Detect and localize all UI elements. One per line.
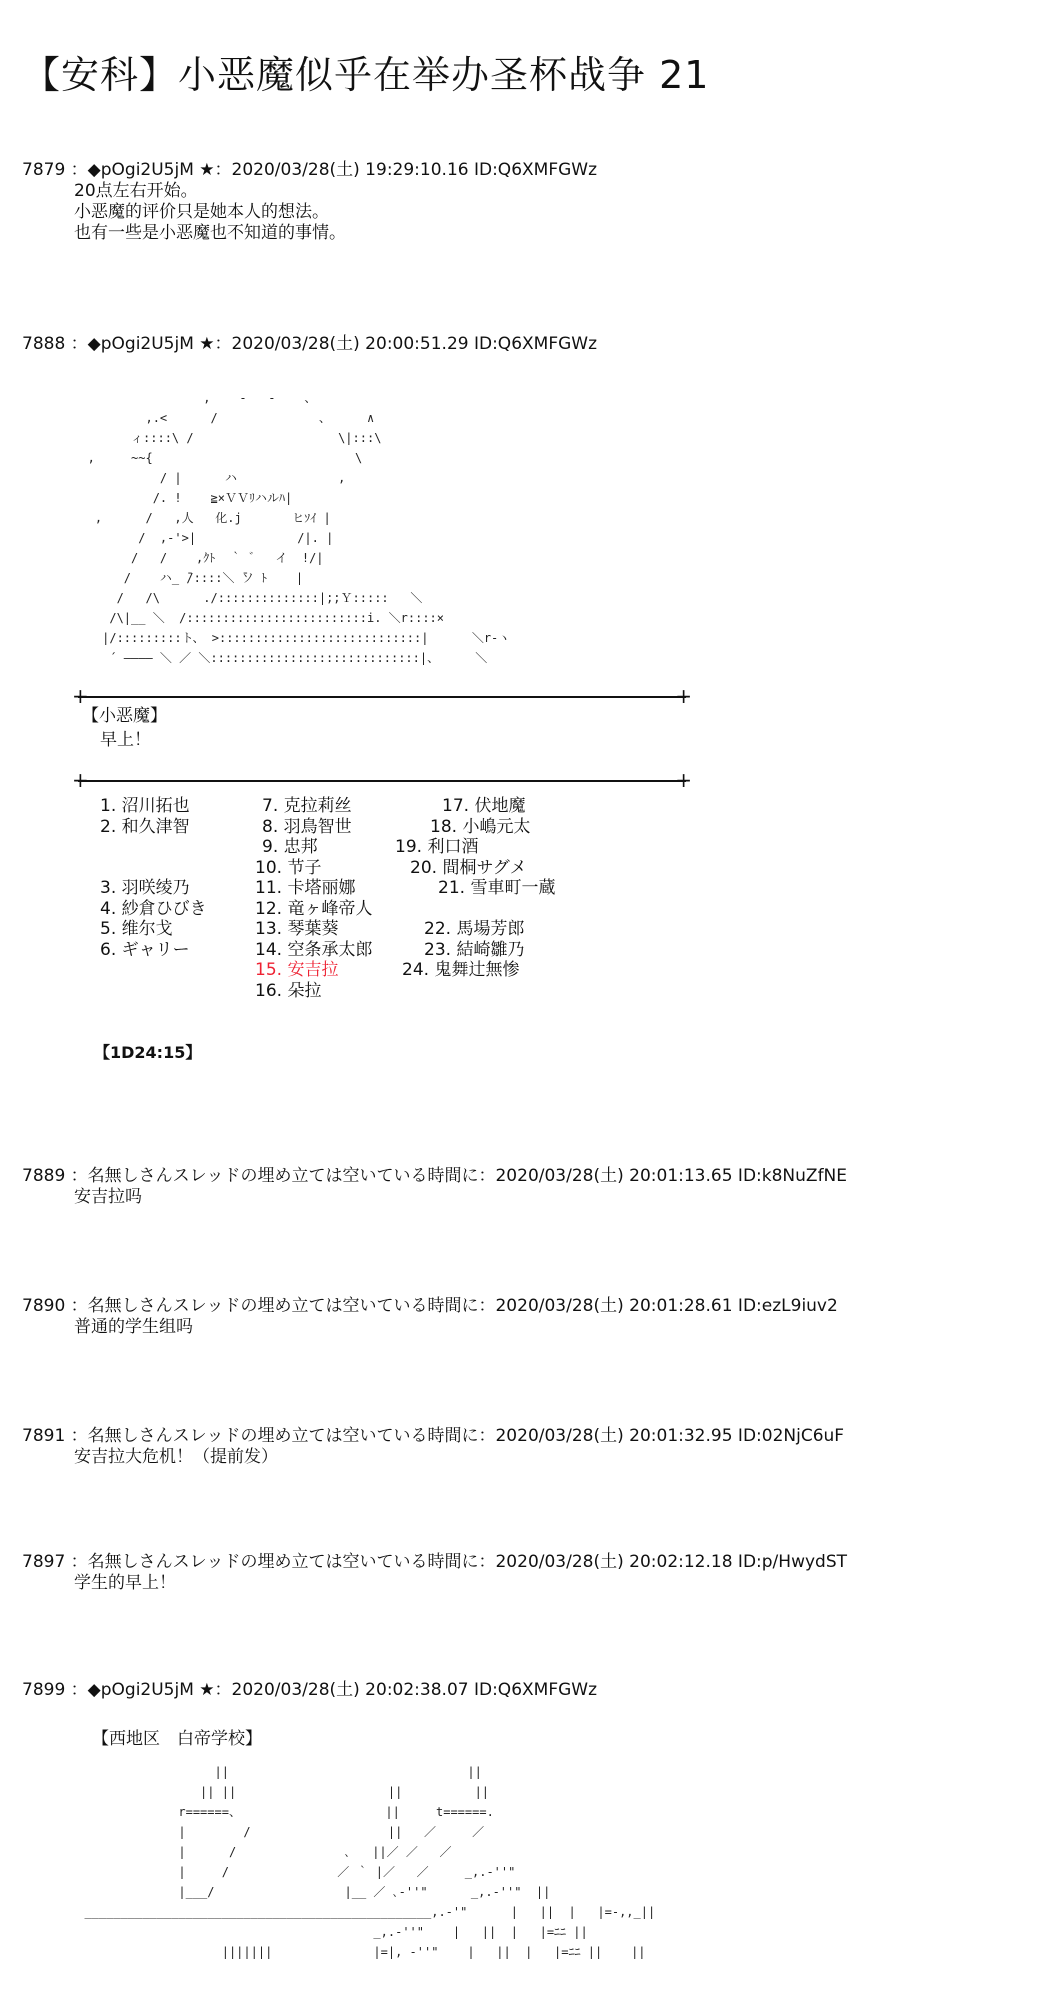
post-header: 7889 ：名無しさんスレッドの埋め立ては空いている時間に：2020/03/28(土) 20:01:13.65 ID:k8NuZfNE [22, 1166, 848, 1186]
roster-item: 6. ギャリー [100, 939, 190, 960]
roster-item: 23. 結崎雛乃 [424, 939, 525, 960]
roster-item: 1. 沼川拓也 [100, 796, 190, 816]
roster-item: 18. 小嶋元太 [430, 816, 531, 837]
post-line: 小恶魔的评价只是她本人的想法。 [74, 202, 329, 222]
roster-item: 14. 空条承太郎 [255, 939, 373, 960]
divider: + + [72, 684, 692, 708]
post-7891 [22, 1426, 1022, 1468]
roster-item: 7. 克拉莉丝 [262, 796, 352, 816]
ascii-art-school: || || || || || || r======、 || t======. | / || ／ ／ | / ､ ||／ ／ ／ | / ／ ｀ |／ ／ _,.-''" |___/ |__ ／ ､-''" _,.-''" || ________________________________________________,.-'" | || | |=-,,_|| _,.-''" | || | |=ﾆﾆ || ||||||| |=|, -''" | || | |=ﾆﾆ || || [84, 1765, 656, 1959]
page-title: 【安科】小恶魔似乎在举办圣杯战争 21 [22, 53, 710, 97]
roster-item: 10. 节子 [255, 857, 322, 878]
roster-item: 5. 维尔戈 [100, 919, 173, 939]
divider: + + [72, 768, 692, 792]
post-line: 安吉拉大危机！（提前发） [74, 1447, 278, 1467]
post-header: 7897 ：名無しさんスレッドの埋め立ては空いている時間に：2020/03/28(土) 20:02:12.18 ID:p/HwydST [22, 1552, 848, 1572]
roster-item: 13. 琴葉葵 [255, 919, 339, 939]
post-line: 安吉拉吗 [74, 1187, 142, 1207]
roster-item: 21. 雪車町一蔵 [438, 878, 556, 898]
roster-item: 11. 卡塔丽娜 [255, 878, 356, 898]
roster-item: 4. 紗倉ひびき [100, 898, 207, 919]
dice-result: 【1D24:15】 [94, 1043, 202, 1062]
roster-item: 20. 間桐サグメ [410, 857, 527, 878]
post-line: 也有一些是小恶魔也不知道的事情。 [74, 223, 346, 243]
speech-line: 早上！ [100, 730, 151, 750]
post-7889 [22, 1166, 1022, 1208]
roster-item: 17. 伏地魔 [442, 796, 526, 816]
roster-item: 12. 竜ヶ峰帝人 [255, 898, 373, 919]
ascii-art-character: , - ‐ 、 ,.< / 、 ∧ ィ::::\ / \|:::\ , ~~{ \ / | ハ , /. ! ≧×ＶＶﾘハルﾊ| , / ,人 化.j ヒｿｲ | / ,-'>| /|. | / / ,ｸﾄ ｀ ゛ イ !/| / ハ_ ̄/::::＼ ̄ソ ﾄ | / /\ ./::::::::::::::|;;Ｙ::::: ＼ /\|__ ＼ /:::::::::::::::::::::::::i. ＼r::::× |/:::::::::ト、 >::::::::::::::::::::::::::::| ＼r-ヽ ´ ―――― ＼ ／ ＼:::::::::::::::::::::::::::::|、 ＼ [87, 391, 511, 665]
speaker-label: 【小恶魔】 [82, 706, 167, 726]
post-7897 [22, 1552, 1022, 1594]
location-label: 【西地区 白帝学校】 [92, 1729, 262, 1749]
post-line: 普通的学生组吗 [74, 1317, 193, 1337]
roster-item: 16. 朵拉 [255, 980, 322, 1001]
roster-item: 24. 鬼舞辻無惨 [402, 960, 520, 980]
post-header: 7890 ：名無しさんスレッドの埋め立ては空いている時間に：2020/03/28(土) 20:01:28.61 ID:ezL9iuv2 [22, 1296, 838, 1316]
post-7888 [22, 334, 1022, 355]
roster-item: 2. 和久津智 [100, 816, 190, 837]
post-7879 [22, 160, 1022, 244]
post-header: 7879 ：◆pOgi2U5jM ★：2020/03/28(土) 19:29:10.16 ID:Q6XMFGWz [22, 160, 598, 180]
post-7899 [22, 1680, 1022, 1701]
roster-item: 3. 羽咲绫乃 [100, 878, 190, 898]
roster-item: 8. 羽鳥智世 [262, 816, 352, 837]
post-line: 学生的早上！ [74, 1573, 176, 1593]
roster-item: 22. 馬場芳郎 [424, 919, 525, 939]
roster-item-highlighted: 15. 安吉拉 [255, 960, 339, 980]
post-header: 7899 ：◆pOgi2U5jM ★：2020/03/28(土) 20:02:38.07 ID:Q6XMFGWz [22, 1680, 598, 1700]
post-header: 7888 ：◆pOgi2U5jM ★：2020/03/28(土) 20:00:51.29 ID:Q6XMFGWz [22, 334, 598, 354]
post-7890 [22, 1296, 1022, 1338]
post-line: 20点左右开始。 [74, 181, 198, 201]
roster-item: 19. 利口酒 [395, 837, 479, 857]
post-header: 7891 ：名無しさんスレッドの埋め立ては空いている時間に：2020/03/28(土) 20:01:32.95 ID:02NjC6uF [22, 1426, 845, 1446]
roster-item: 9. 忠邦 [262, 837, 318, 857]
